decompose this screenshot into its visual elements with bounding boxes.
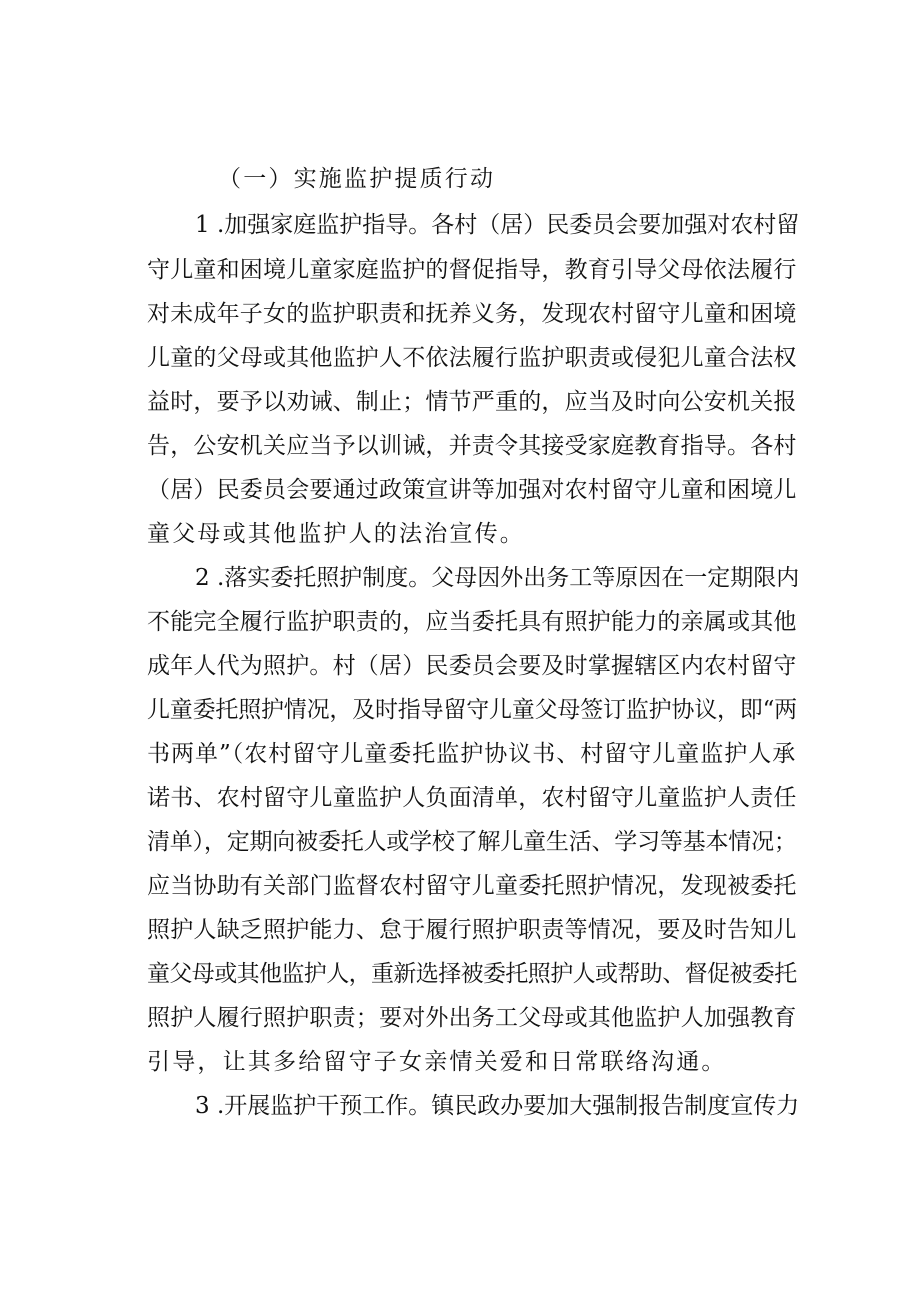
paragraph-line: 3 .开展监护干预工作。镇民政办要加大强制报告制度宣传力 xyxy=(195,1093,800,1119)
paragraph-line: 成年人代为照护。村（居）民委员会要及时掌握辖区内农村留守 xyxy=(147,653,797,679)
paragraph-line: 儿童委托照护情况，及时指导留守儿童父母签订监护协议，即“两 xyxy=(147,697,797,723)
paragraph-line: 引导，让其多给留守子女亲情关爱和日常联络沟通。 xyxy=(147,1049,727,1075)
paragraph-line: 1 .加强家庭监护指导。各村（居）民委员会要加强对农村留 xyxy=(195,212,800,238)
paragraph-line: 照护人缺乏照护能力、怠于履行照护职责等情况，要及时告知儿 xyxy=(147,917,797,943)
paragraph-line: 守儿童和困境儿童家庭监护的督促指导，教育引导父母依法履行 xyxy=(147,257,797,283)
paragraph-line: 清单），定期向被委托人或学校了解儿童生活、学习等基本情况； xyxy=(147,829,797,855)
paragraph-line: 告，公安机关应当予以训诫，并责令其接受家庭教育指导。各村 xyxy=(147,433,797,459)
paragraph-line: （居）民委员会要通过政策宣讲等加强对农村留守儿童和困境儿 xyxy=(147,477,797,503)
section-heading: （一）实施监护提质行动 xyxy=(218,166,496,192)
paragraph-line: 照护人履行照护职责；要对外出务工父母或其他监护人加强教育 xyxy=(147,1005,797,1031)
paragraph-line: 2 .落实委托照护制度。父母因外出务工等原因在一定期限内 xyxy=(195,565,800,591)
paragraph-line: 益时，要予以劝诫、制止；情节严重的，应当及时向公安机关报 xyxy=(147,389,797,415)
paragraph-line: 对未成年子女的监护职责和抚养义务，发现农村留守儿童和困境 xyxy=(147,301,797,327)
paragraph-line: 应当协助有关部门监督农村留守儿童委托照护情况，发现被委托 xyxy=(147,873,797,899)
paragraph-line: 童父母或其他监护人，重新选择被委托照护人或帮助、督促被委托 xyxy=(147,961,797,987)
paragraph-line: 童父母或其他监护人的法治宣传。 xyxy=(147,521,525,547)
paragraph-line: 不能完全履行监护职责的，应当委托具有照护能力的亲属或其他 xyxy=(147,609,797,635)
paragraph-line: 诺书、农村留守儿童监护人负面清单，农村留守儿童监护人责任 xyxy=(147,785,797,811)
paragraph-line: 书两单”（农村留守儿童委托监护协议书、村留守儿童监护人承 xyxy=(147,741,797,767)
paragraph-line: 儿童的父母或其他监护人不依法履行监护职责或侵犯儿童合法权 xyxy=(147,345,797,371)
